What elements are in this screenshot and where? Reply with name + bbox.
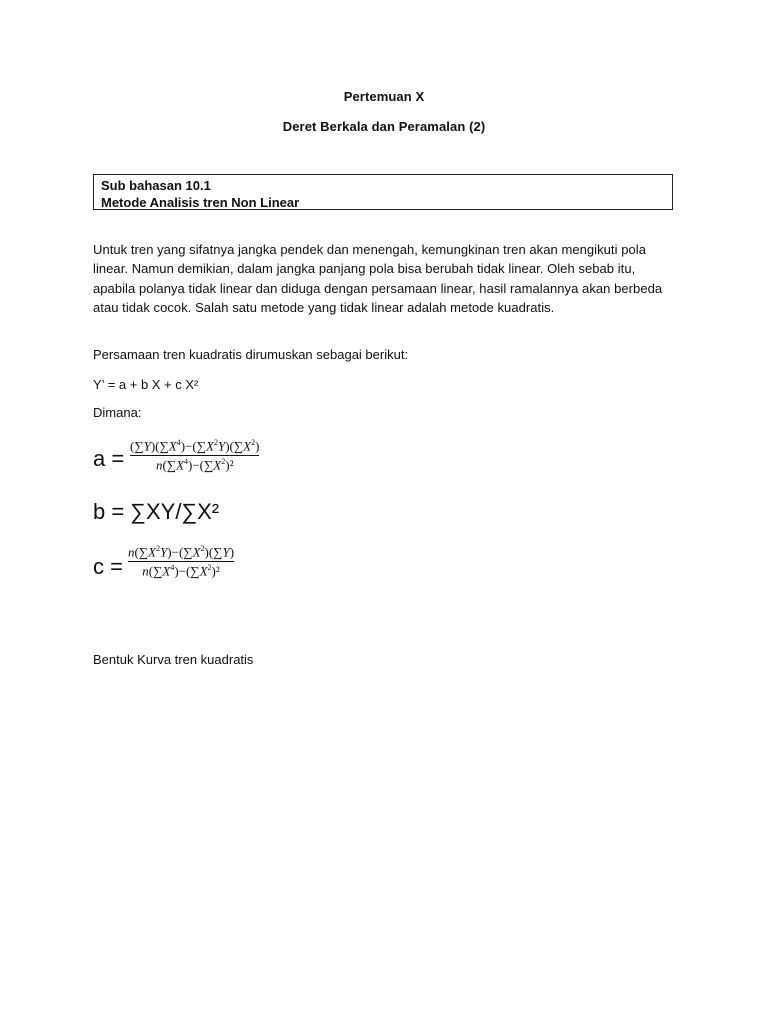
dimana-label: Dimana: <box>93 405 142 420</box>
a-formula-label: a = <box>93 446 125 471</box>
a-formula-denominator: $n(\sum X^4)-(\sum X^2)^2$ <box>155 457 234 473</box>
intro-paragraph: Untuk tren yang sifatnya jangka pendek dan menengah, kemungkinan tren akan mengikuti pola linear. Namun demikian, dalam jangka panjang pola bisa berubah tidak linear. Oleh sebab itu, apabila polanya tidak linear dan diduga dengan persamaan linear, hasil ramalannya akan berbeda atau tidak cocok. Salah satu metode yang tidak linear adalah metode kuadratis. <box>93 242 663 316</box>
b-formula: b = ∑XY/∑X² <box>93 499 220 524</box>
formula-intro: Persamaan tren kuadratis dirumuskan sebagai berikut: <box>93 347 409 362</box>
subtopic-number: Sub bahasan 10.1 <box>101 178 211 193</box>
c-formula-fraction <box>128 544 234 580</box>
page-title: Pertemuan X <box>343 89 425 104</box>
curve-label: Bentuk Kurva tren kuadratis <box>93 652 254 667</box>
c-formula-label: c = <box>93 554 123 579</box>
c-formula-denominator: $n(\sum X^4)-(\sum X^2)^2$ <box>142 563 220 579</box>
c-formula-numerator: $n(\sum X^2Y)-(\sum X^2)(\sum Y)$ <box>128 544 235 560</box>
a-formula-numerator: $(\sum Y)(\sum X^4)-(\sum X^2Y)(\sum X^2)$ <box>130 438 260 454</box>
page-subtitle: Deret Berkala dan Peramalan (2) <box>282 119 486 134</box>
c-formula-bar <box>128 561 234 562</box>
trend-equation: Y’ = a + b X + c X² <box>93 377 199 392</box>
a-formula-fraction <box>130 438 259 474</box>
subtopic-title: Metode Analisis tren Non Linear <box>101 195 300 210</box>
a-formula-bar <box>130 455 259 456</box>
subtopic-box <box>93 174 673 210</box>
